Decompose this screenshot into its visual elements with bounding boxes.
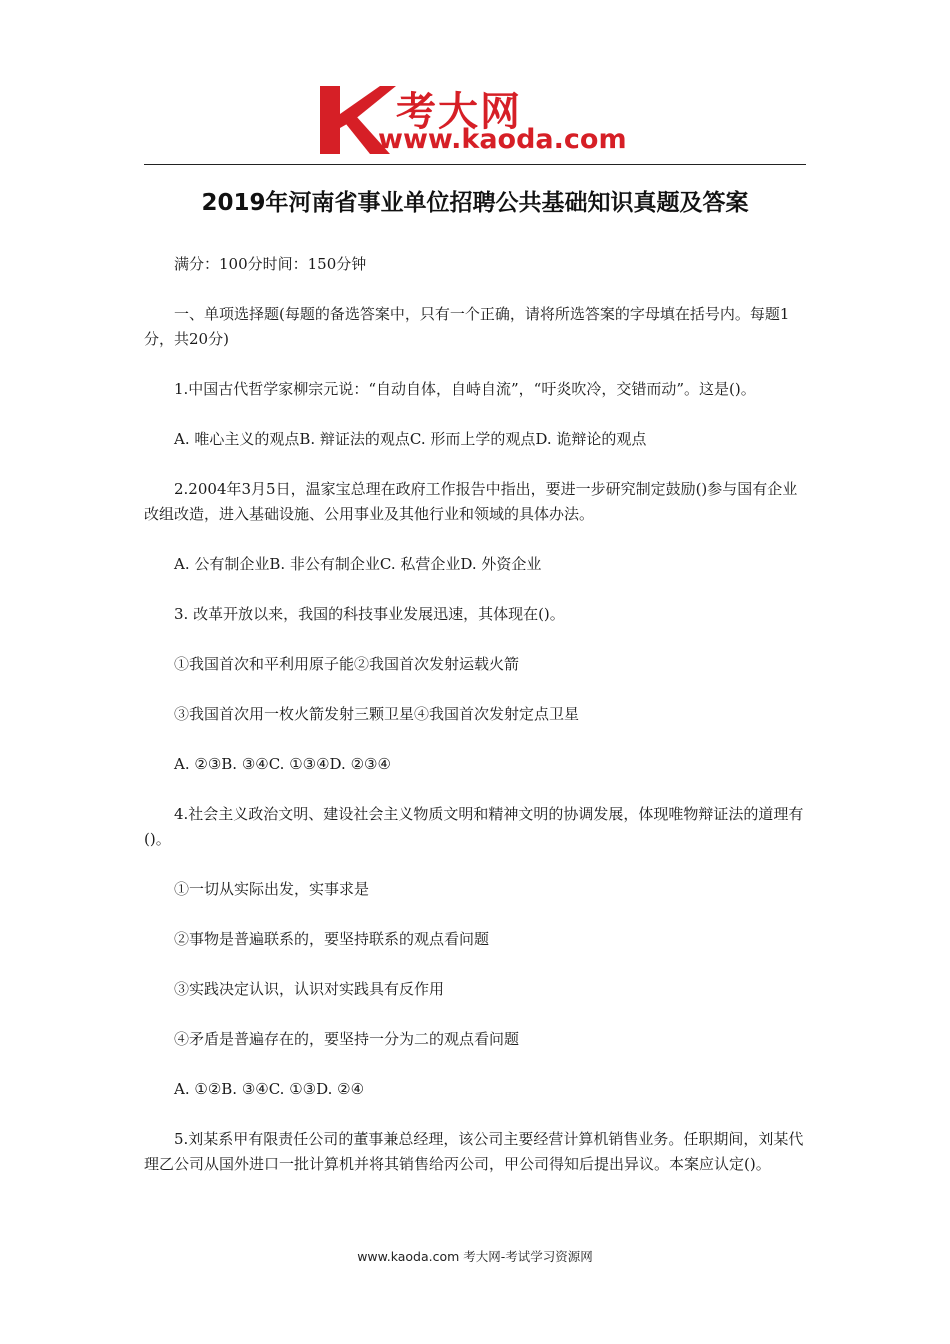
paragraph: ①一切从实际出发，实事求是	[174, 880, 370, 898]
paragraph: 3. 改革开放以来，我国的科技事业发展迅速，其体现在()。	[174, 605, 565, 623]
paragraph: A. 唯心主义的观点B. 辩证法的观点C. 形而上学的观点D. 诡辩论的观点	[174, 430, 647, 448]
logo-url: www.kaoda.com	[378, 124, 627, 155]
paragraph: ②事物是普遍联系的，要坚持联系的观点看问题	[174, 930, 490, 948]
page-footer: www.kaoda.com 考大网-考试学习资源网	[357, 1249, 593, 1264]
document-body	[144, 252, 808, 1202]
paragraph: 一、单项选择题(每题的备选答案中，只有一个正确，请将所选答案的字母填在括号内。每题1分，共20分)	[144, 305, 790, 348]
paragraph: 2.2004年3月5日，温家宝总理在政府工作报告中指出，要进一步研究制定鼓励()参与国有企业改组改造，进入基础设施、公用事业及其他行业和领域的具体办法。	[144, 480, 798, 523]
paragraph: ④矛盾是普遍存在的，要坚持一分为二的观点看问题	[174, 1030, 520, 1048]
paragraph: ①我国首次和平利用原子能②我国首次发射运载火箭	[174, 655, 520, 673]
paragraph: A. ①②B. ③④C. ①③D. ②④	[174, 1080, 365, 1098]
page-title: 2019年河南省事业单位招聘公共基础知识真题及答案	[201, 190, 749, 216]
paragraph: ③我国首次用一枚火箭发射三颗卫星④我国首次发射定点卫星	[174, 705, 580, 723]
paragraph: A. 公有制企业B. 非公有制企业C. 私营企业D. 外资企业	[174, 555, 542, 573]
logo-brand-name: 考大网	[396, 89, 522, 135]
paragraph: 满分：100分时间：150分钟	[174, 255, 367, 273]
header-divider	[144, 164, 806, 165]
paragraph: 4.社会主义政治文明、建设社会主义物质文明和精神文明的协调发展，体现唯物辩证法的道理有()。	[144, 805, 804, 848]
paragraph: 1.中国古代哲学家柳宗元说：“自动自体，自峙自流”，“吁炎吹冷，交错而动”。这是()。	[174, 380, 756, 398]
site-logo[interactable]	[318, 84, 648, 158]
paragraph: 5.刘某系甲有限责任公司的董事兼总经理，该公司主要经营计算机销售业务。任职期间，刘某代理乙公司从国外进口一批计算机并将其销售给丙公司，甲公司得知后提出异议。本案应认定()。	[144, 1130, 804, 1173]
paragraph: A. ②③B. ③④C. ①③④D. ②③④	[174, 755, 391, 773]
paragraph: ③实践决定认识，认识对实践具有反作用	[174, 980, 445, 998]
